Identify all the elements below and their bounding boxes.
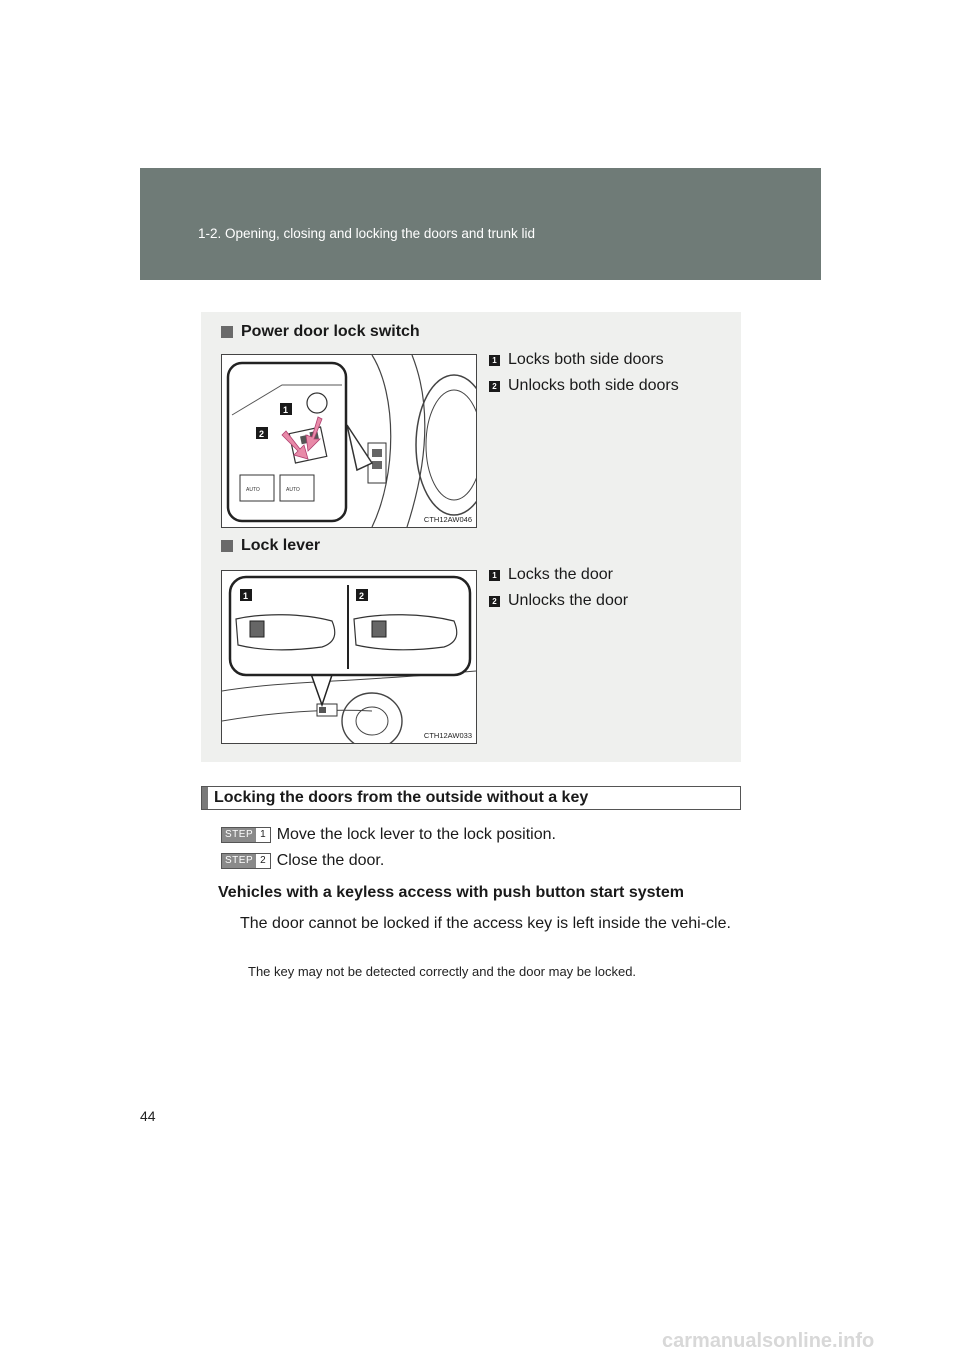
section-heading <box>201 786 741 810</box>
figure-code: CTH12AW046 <box>423 515 472 524</box>
callout-number: 1 <box>489 570 500 581</box>
step-label: STEP <box>222 828 256 842</box>
lock-lever-illustration <box>222 571 476 743</box>
legend-text: Locks the door <box>508 566 613 583</box>
square-bullet-icon <box>221 326 233 338</box>
lock-lever-heading <box>221 537 320 555</box>
legend-item <box>489 562 628 588</box>
step-number: 1 <box>260 829 266 840</box>
legend-item <box>489 347 679 373</box>
section-accent <box>202 787 208 809</box>
figure-code: CTH12AW033 <box>423 731 472 740</box>
svg-text:AUTO: AUTO <box>286 487 300 493</box>
lock-lever-figure <box>221 570 477 744</box>
step-number: 2 <box>260 855 266 866</box>
callout-number: 2 <box>489 596 500 607</box>
legend-text: Unlocks the door <box>508 592 629 609</box>
watermark: carmanualsonline.info <box>662 1330 875 1352</box>
legend-text: Locks both side doors <box>508 351 664 368</box>
callout-number: 1 <box>489 355 500 366</box>
power-lock-heading <box>221 323 420 341</box>
step-label: STEP <box>222 854 256 868</box>
power-lock-figure <box>221 354 477 528</box>
callout-number: 2 <box>489 381 500 392</box>
info-panel <box>201 312 741 762</box>
step-badge <box>221 853 271 869</box>
page-number: 44 <box>140 1108 156 1124</box>
lock-lever-heading-text: Lock lever <box>241 537 321 554</box>
step-2 <box>221 852 384 870</box>
legend-item <box>489 373 679 399</box>
step-text: Close the door. <box>276 852 385 869</box>
section-breadcrumb: 1-2. Opening, closing and locking the doors and trunk lid <box>198 226 535 241</box>
svg-text:AUTO: AUTO <box>246 487 260 493</box>
keyless-text: The door cannot be locked if the access key is left inside the vehi-cle. <box>240 915 731 932</box>
header-bar <box>140 168 821 280</box>
section-title: Locking the doors from the outside without a key <box>214 789 589 806</box>
keyless-note: The key may not be detected correctly and the door may be locked. <box>248 964 637 979</box>
power-lock-legend <box>489 347 679 399</box>
square-bullet-icon <box>221 540 233 552</box>
figure-callout-2: 2 <box>259 429 265 439</box>
figure-callout-2: 2 <box>359 591 365 601</box>
step-1 <box>221 826 556 844</box>
figure-callout-1: 1 <box>283 405 289 415</box>
step-badge <box>221 827 271 843</box>
figure-callout-1: 1 <box>243 591 249 601</box>
legend-text: Unlocks both side doors <box>508 377 679 394</box>
power-lock-heading-text: Power door lock switch <box>241 323 420 340</box>
legend-item <box>489 588 628 614</box>
power-lock-illustration <box>222 355 476 527</box>
keyless-heading: Vehicles with a keyless access with push button start system <box>218 884 684 901</box>
lock-lever-legend <box>489 562 628 614</box>
step-text: Move the lock lever to the lock position. <box>276 826 556 843</box>
